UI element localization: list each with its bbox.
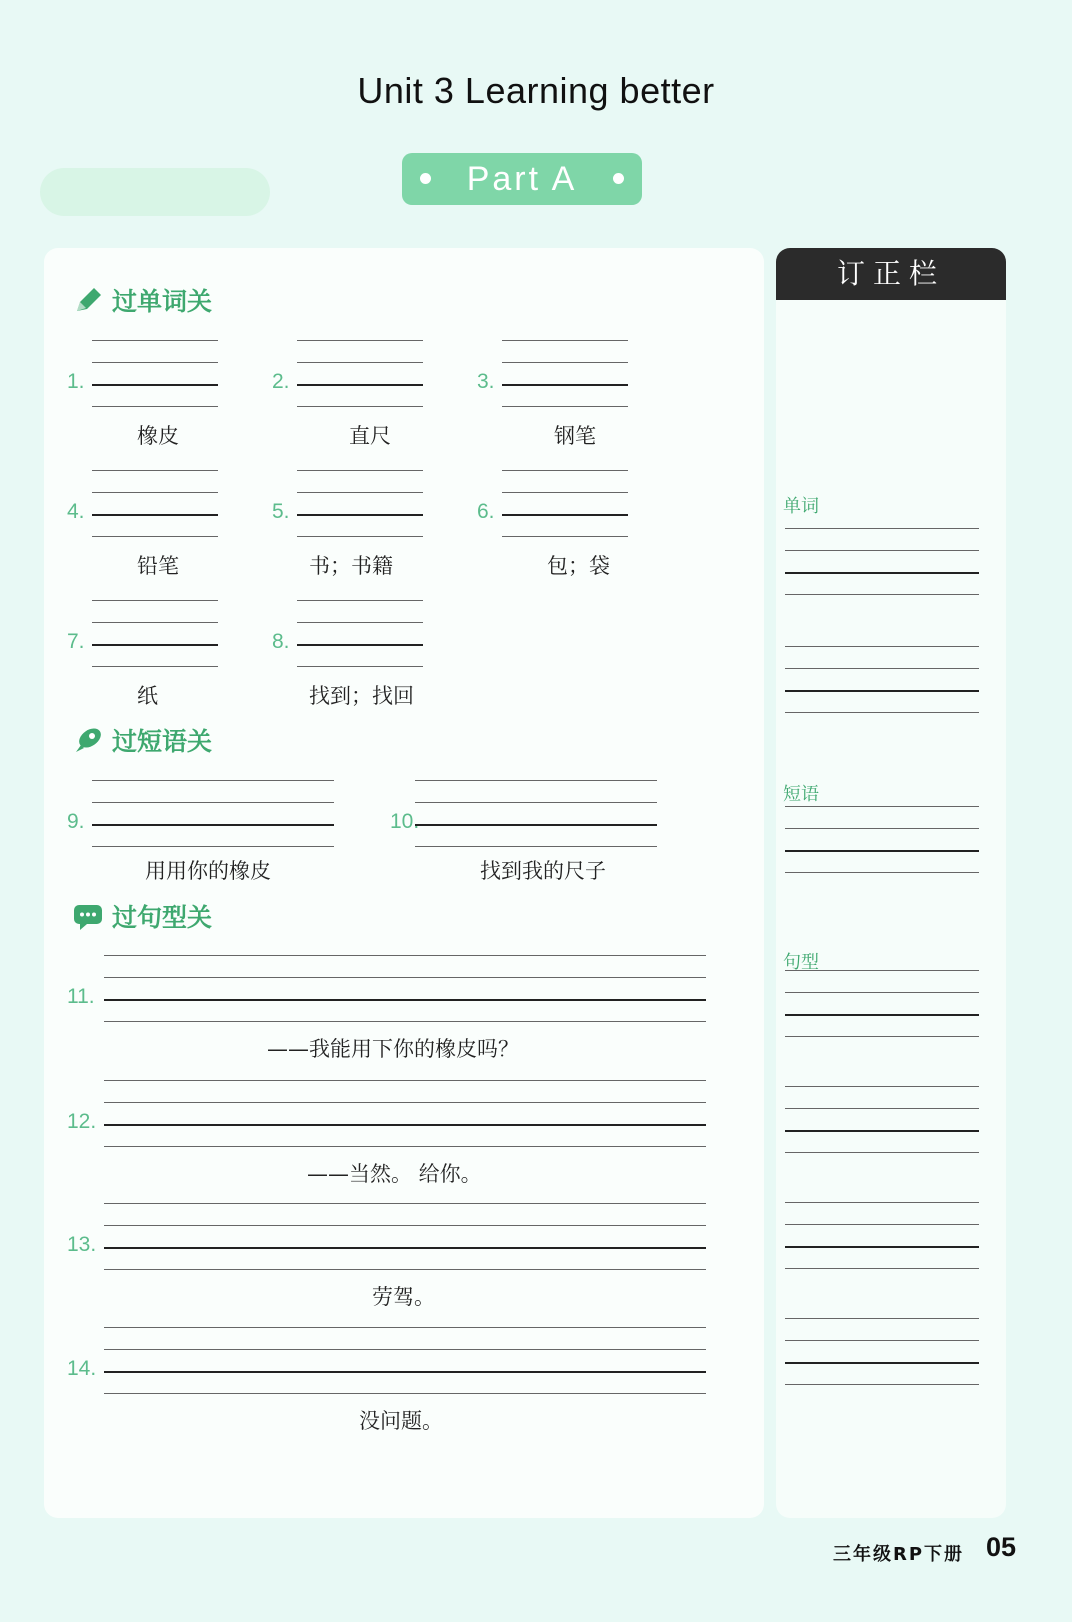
writing-line (415, 846, 657, 847)
writing-line (297, 600, 423, 601)
writing-line (415, 780, 657, 781)
writing-line (104, 1269, 706, 1270)
badge-dot-left (420, 173, 431, 184)
writing-line (92, 406, 218, 407)
correction-line (785, 1086, 979, 1087)
rocket-icon (72, 725, 104, 755)
correction-line (785, 572, 979, 574)
correction-line (785, 1384, 979, 1385)
item-number: 8. (272, 630, 290, 653)
writing-line (297, 644, 423, 646)
pencil-icon (72, 285, 104, 315)
correction-panel-title: 订正栏 (776, 248, 1006, 300)
correction-line (785, 690, 979, 692)
item-hint: 没问题。 (359, 1409, 443, 1433)
correction-line (785, 712, 979, 713)
writing-line (297, 666, 423, 667)
page-number: 05 (986, 1532, 1017, 1562)
writing-line (297, 536, 423, 537)
writing-line (92, 644, 218, 646)
item-hint: 用用你的橡皮 (145, 859, 271, 883)
exercise-item (390, 780, 672, 915)
correction-line (785, 1036, 979, 1037)
badge-dot-right (613, 173, 624, 184)
writing-line (502, 470, 628, 471)
item-number: 3. (477, 370, 495, 393)
writing-line (104, 1327, 706, 1328)
exercise-item (477, 340, 643, 475)
exercise-item (67, 1080, 709, 1215)
exercise-item (67, 780, 349, 915)
writing-line (104, 1393, 706, 1394)
correction-line (785, 668, 979, 669)
item-hint: 找到；找回 (309, 684, 414, 708)
exercise-item (272, 470, 438, 605)
item-number: 4. (67, 500, 85, 523)
item-number: 7. (67, 630, 85, 653)
writing-line (502, 362, 628, 363)
item-number: 6. (477, 500, 495, 523)
writing-line (92, 666, 218, 667)
correction-line (785, 1202, 979, 1203)
exercise-item (67, 600, 233, 735)
writing-line (297, 514, 423, 516)
item-hint: 钢笔 (554, 424, 596, 448)
writing-line (415, 802, 657, 803)
item-hint: 纸 (137, 684, 158, 708)
item-hint: 劳驾。 (372, 1285, 435, 1309)
exercise-item (67, 1203, 709, 1338)
item-number: 13. (67, 1233, 97, 1256)
writing-line (502, 536, 628, 537)
exercise-item (272, 340, 438, 475)
writing-line (92, 824, 334, 826)
item-number: 5. (272, 500, 290, 523)
footer-book-label: 三年级RP下册 (833, 1544, 965, 1565)
writing-line (104, 1349, 706, 1350)
item-hint: 书；书籍 (309, 554, 393, 578)
writing-line (92, 802, 334, 803)
item-number: 1. (67, 370, 85, 393)
correction-label-phrases: 短语 (783, 784, 819, 805)
writing-line (104, 1080, 706, 1081)
correction-line (785, 1108, 979, 1109)
item-number: 10. (390, 810, 420, 833)
correction-line (785, 806, 979, 807)
writing-line (104, 1247, 706, 1249)
correction-line (785, 550, 979, 551)
writing-line (502, 514, 628, 516)
exercise-item (67, 1327, 709, 1462)
writing-line (92, 780, 334, 781)
exercise-item (477, 470, 643, 605)
correction-line (785, 1014, 979, 1016)
correction-line (785, 850, 979, 852)
item-number: 14. (67, 1357, 97, 1380)
page-title: Unit 3 Learning better (357, 70, 715, 111)
writing-line (502, 406, 628, 407)
speech-bubble-icon (72, 901, 104, 931)
correction-line (785, 594, 979, 595)
correction-label-words: 单词 (783, 496, 819, 517)
correction-line (785, 528, 979, 529)
section-sentences-heading: 过句型关 (72, 898, 212, 934)
writing-line (297, 362, 423, 363)
correction-line (785, 1318, 979, 1319)
writing-line (92, 846, 334, 847)
exercise-item (67, 470, 233, 605)
exercise-item (67, 955, 709, 1090)
correction-line (785, 970, 979, 971)
correction-label-sentences: 句型 (783, 952, 819, 973)
exercise-item (67, 340, 233, 475)
item-number: 11. (67, 985, 95, 1008)
writing-line (502, 492, 628, 493)
correction-line (785, 872, 979, 873)
writing-line (104, 1102, 706, 1103)
correction-line (785, 1152, 979, 1153)
correction-line (785, 1340, 979, 1341)
correction-line (785, 1130, 979, 1132)
item-hint: 直尺 (349, 424, 391, 448)
correction-line (785, 992, 979, 993)
writing-line (104, 999, 706, 1001)
writing-line (104, 977, 706, 978)
writing-line (104, 1225, 706, 1226)
exercise-item (272, 600, 438, 735)
writing-line (92, 384, 218, 386)
writing-line (92, 470, 218, 471)
writing-line (297, 384, 423, 386)
item-hint: ——当然。 给你。 (307, 1162, 482, 1186)
item-hint: 包；袋 (547, 554, 610, 578)
section-phrases-heading: 过短语关 (72, 722, 212, 758)
correction-line (785, 1268, 979, 1269)
correction-panel (776, 248, 1006, 1518)
writing-line (502, 340, 628, 341)
writing-line (297, 622, 423, 623)
item-hint: ——我能用下你的橡皮吗？ (267, 1037, 519, 1061)
writing-line (104, 955, 706, 956)
writing-line (297, 340, 423, 341)
writing-line (297, 406, 423, 407)
writing-line (297, 470, 423, 471)
writing-line (502, 384, 628, 386)
item-number: 2. (272, 370, 290, 393)
writing-line (92, 600, 218, 601)
writing-line (104, 1124, 706, 1126)
writing-line (92, 492, 218, 493)
writing-line (92, 536, 218, 537)
item-number: 9. (67, 810, 85, 833)
writing-line (92, 340, 218, 341)
correction-line (785, 646, 979, 647)
writing-line (92, 622, 218, 623)
correction-line (785, 1224, 979, 1225)
correction-line (785, 1362, 979, 1364)
part-badge (402, 153, 642, 205)
section-words-heading: 过单词关 (72, 282, 212, 318)
item-hint: 铅笔 (137, 554, 179, 578)
writing-line (104, 1371, 706, 1373)
correction-line (785, 828, 979, 829)
item-hint: 找到我的尺子 (480, 859, 606, 883)
part-label: Part A (466, 159, 578, 198)
writing-line (92, 362, 218, 363)
correction-line (785, 1246, 979, 1248)
decorative-band (40, 168, 270, 216)
writing-line (92, 514, 218, 516)
writing-line (104, 1146, 706, 1147)
item-number: 12. (67, 1110, 97, 1133)
writing-line (104, 1203, 706, 1204)
item-hint: 橡皮 (137, 424, 179, 448)
writing-line (415, 824, 657, 826)
writing-line (297, 492, 423, 493)
writing-line (104, 1021, 706, 1022)
